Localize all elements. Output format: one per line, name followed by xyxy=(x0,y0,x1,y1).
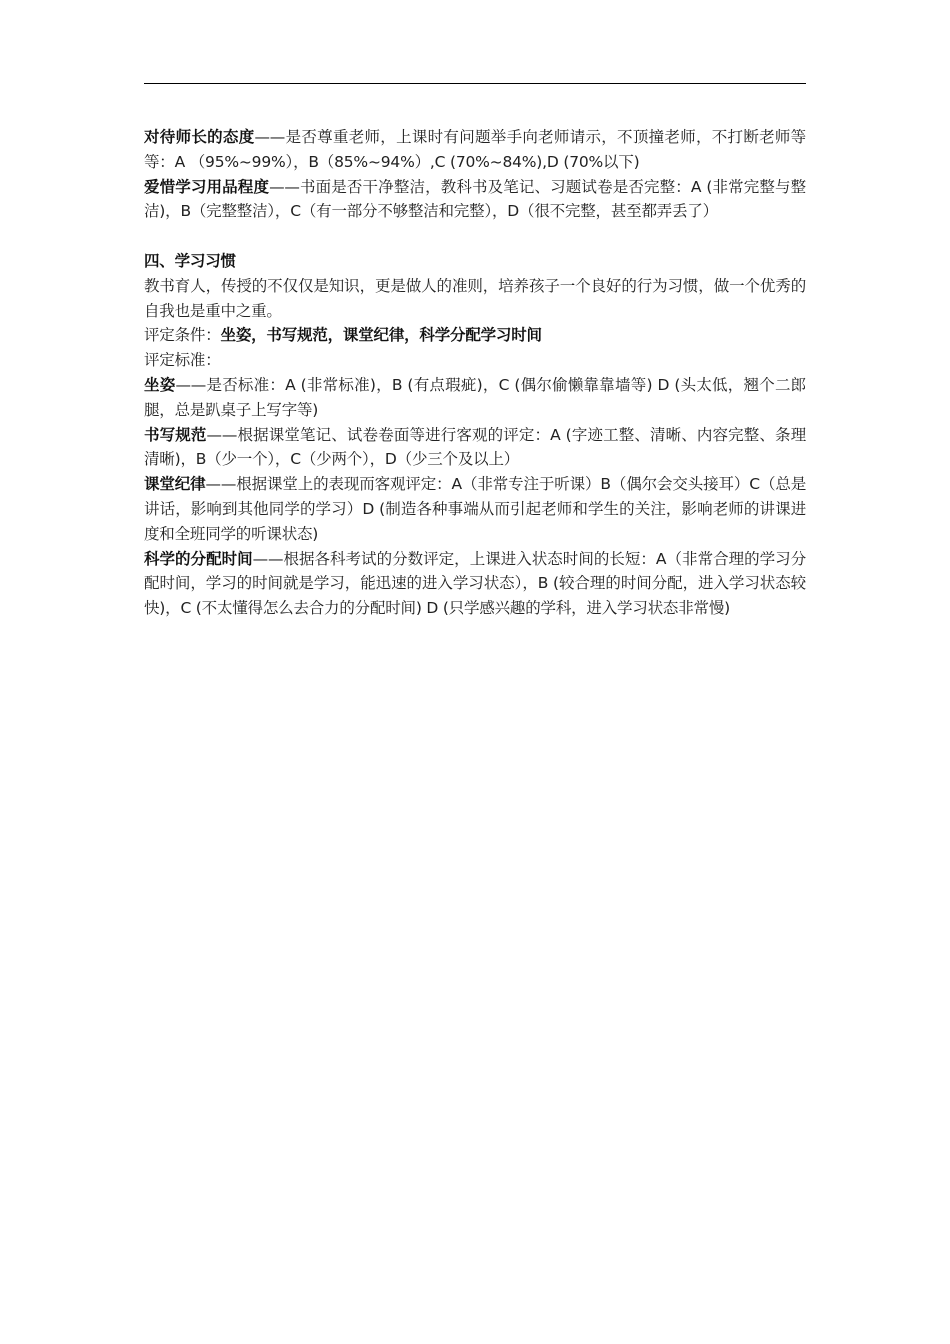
paragraph-term: 坐姿 xyxy=(144,375,176,394)
paragraph-term: 科学的分配时间 xyxy=(144,549,253,568)
section-intro: 教书育人，传授的不仅仅是知识，更是做人的准则，培养孩子一个良好的行为习惯，做一个优秀的自我也是重中之重。 xyxy=(144,276,806,320)
paragraph-term: 课堂纪律 xyxy=(144,475,206,494)
paragraph-term: 书写规范 xyxy=(144,425,207,444)
posture-paragraph xyxy=(144,373,806,423)
document-body xyxy=(144,125,806,621)
supplies-care-paragraph xyxy=(144,175,806,225)
teacher-attitude-paragraph xyxy=(144,125,806,175)
section-heading: 四、学习习惯 xyxy=(144,251,236,270)
time-allocation-paragraph xyxy=(144,547,806,621)
paragraph-term: 爱惜学习用品程度 xyxy=(144,177,270,196)
conditions-line xyxy=(144,323,806,348)
conditions-value: 坐姿，书写规范，课堂纪律，科学分配学习时间 xyxy=(220,326,542,345)
header-rule xyxy=(144,83,806,84)
conditions-label: 评定条件： xyxy=(144,326,221,345)
paragraph-text: ——根据课堂笔记、试卷卷面等进行客观的评定：A (字迹工整、清晰、内容完整、条理清晰)，B（少一个），C（少两个），D（少三个及以上） xyxy=(144,425,806,469)
paragraph-text: ——是否标准：A (非常标准)，B (有点瑕疵)，C (偶尔偷懒靠靠墙等) D (头太低，翘个二郎腿，总是趴桌子上写字等) xyxy=(144,375,806,419)
paragraph-text: ——书面是否干净整洁，教科书及笔记、习题试卷是否完整：A (非常完整与整洁)，B（完整整洁），C（有一部分不够整洁和完整），D（很不完整，甚至都弄丢了） xyxy=(144,177,806,221)
paragraph-text: ——根据各科考试的分数评定，上课进入状态时间的长短：A（非常合理的学习分配时间，学习的时间就是学习，能迅速的进入学习状态），B (较合理的时间分配，进入学习状态较快)，C (不太懂得怎么去合力的分配时间) D (只学感兴趣的学科，进入学习状态非常慢) xyxy=(144,549,806,618)
paragraph-text: ——是否尊重老师，上课时有问题举手向老师请示，不顶撞老师，不打断老师等等：A （95%~99%），B（85%~94%）,C (70%~84%),D (70%以下) xyxy=(144,128,806,171)
standards-label: 评定标准： xyxy=(144,351,221,370)
writing-paragraph xyxy=(144,423,806,473)
paragraph-term: 对待师长的态度 xyxy=(144,128,255,146)
paragraph-text: ——根据课堂上的表现而客观评定：A（非常专注于听课）B（偶尔会交头接耳）C（总是讲话，影响到其他同学的学习）D (制造各种事端从而引起老师和学生的关注，影响老师的讲课进度和全班同学的听课状态) xyxy=(144,475,807,543)
section-spacer xyxy=(144,224,806,249)
discipline-paragraph xyxy=(144,472,806,546)
